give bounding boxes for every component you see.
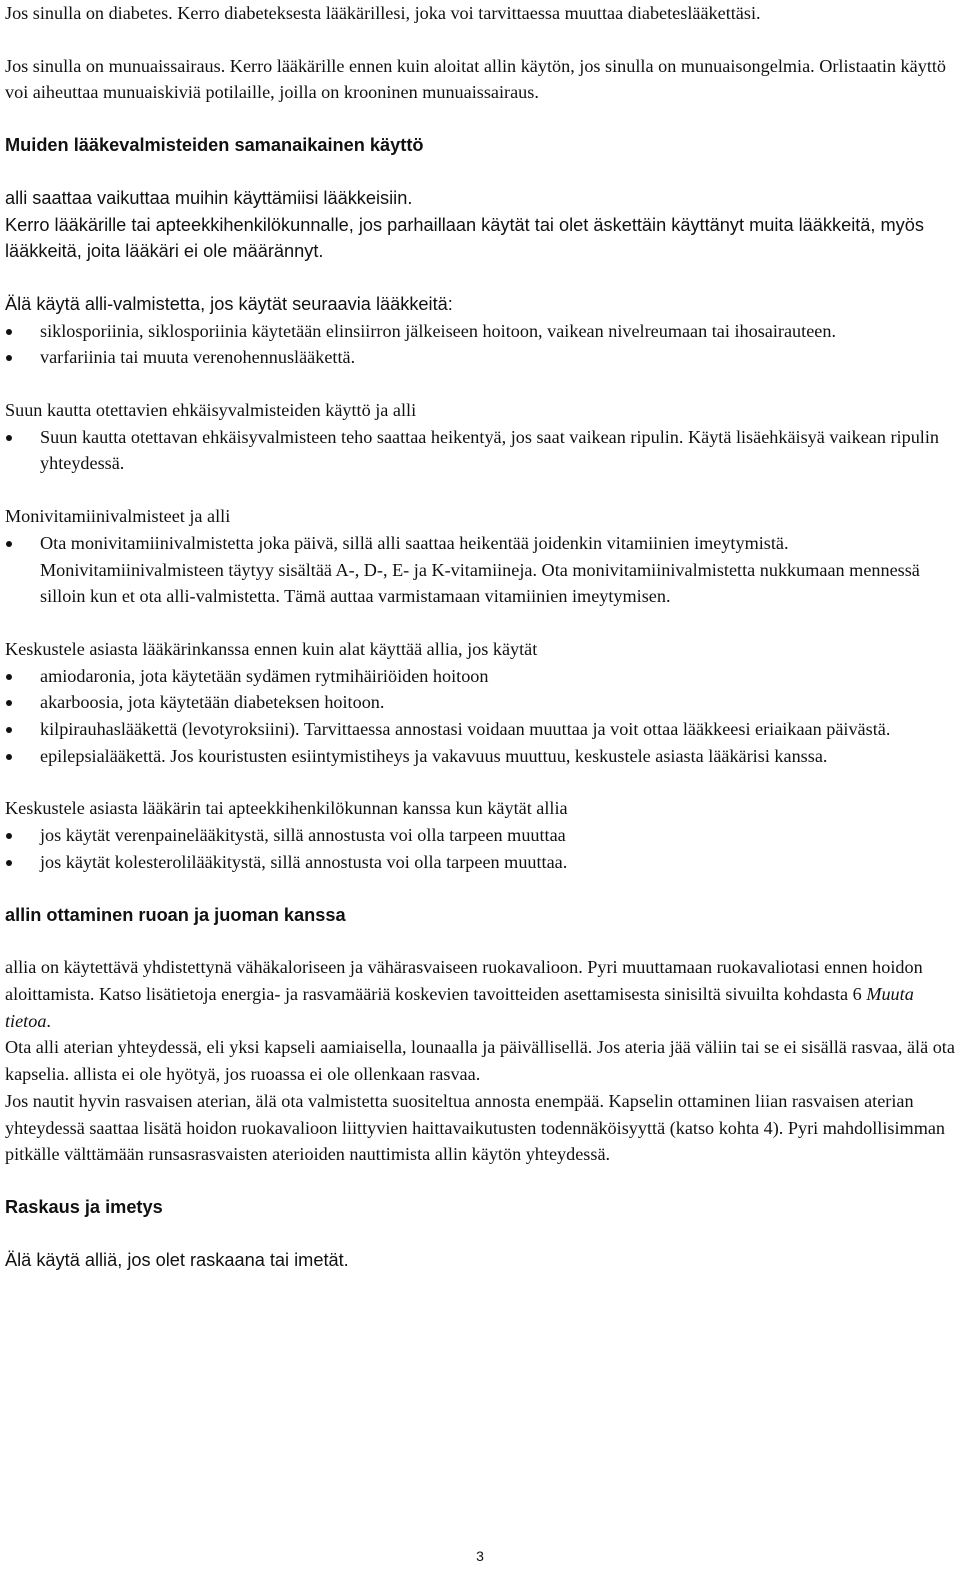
oral-contraceptives-heading: Suun kautta otettavien ehkäisyvalmisteiden käyttö ja alli [5,400,417,421]
multivitamins-list [5,530,955,610]
section-reference: Muuta tietoa [5,983,914,1031]
bullet-icon [6,329,12,335]
bullet-icon [6,833,12,839]
leaflet-content [5,0,955,1273]
bullet-icon [6,860,12,866]
list-item: Ota monivitamiinivalmistetta joka päivä, sillä alli saattaa heikentää joidenkin vitamiinien imeytymistä. Monivitamiinivalmisteen täytyy sisältää A-, D-, E- ja K-vitamiineja. Ota monivitamiinivalmistetta nukkumaan mennessä silloin kun et ota alli-valmistetta. Tämä auttaa varmistamaan vitamiinien imeytymisen. [5,530,955,610]
other-medicines-intro: alli saattaa vaikuttaa muihin käyttämiisi lääkkeisiin. [5,187,413,208]
multivitamins-heading: Monivitamiinivalmisteet ja alli [5,506,231,527]
pregnancy-heading: Raskaus ja imetys [5,1196,163,1217]
oral-contraceptives-list [5,424,955,477]
bullet-icon [6,355,12,361]
discuss-doctor-list [5,663,955,770]
list-item: amiodaronia, jota käytetään sydämen rytmihäiriöiden hoitoon [5,663,955,690]
other-medicines-tell-doctor: Kerro lääkärille tai apteekkihenkilökunnalle, jos parhaillaan käytät tai olet äskettäin käyttänyt muita lääkkeitä, myös lääkkeitä, joita lääkäri ei ole määrännyt. [5,214,924,262]
list-item: Suun kautta otettavan ehkäisyvalmisteen teho saattaa heikentyä, jos saat vaikean ripulin. Käytä lisäehkäisyä vaikean ripulin yhteydessä. [5,424,955,477]
do-not-use-intro: Älä käytä alli-valmistetta, jos käytät seuraavia lääkkeitä: [5,293,453,314]
kidney-paragraph: Jos sinulla on munuaissairaus. Kerro lääkärille ennen kuin aloitat allin käytön, jos sinulla on munuaisongelmia. Orlistaatin käyttö voi aiheuttaa munuaiskiviä potilaille, joilla on krooninen munuaissairaus. [5,55,947,103]
bullet-icon [6,435,12,441]
diabetes-paragraph: Jos sinulla on diabetes. Kerro diabeteksesta lääkärillesi, joka voi tarvittaessa muuttaa diabeteslääkettäsi. [5,3,761,23]
bullet-icon [6,754,12,760]
bullet-icon [6,700,12,706]
food-drink-heading: allin ottaminen ruoan ja juoman kanssa [5,904,346,925]
food-drink-paragraph-2: Ota alli aterian yhteydessä, eli yksi kapseli aamiaisella, lounaalla ja päivällisellä. Jos ateria jää väliin tai se ei sisällä rasvaa, älä ota kapselia. allista ei ole hyötyä, jos ruoassa ei ole ollenkaan rasvaa. [5,1037,955,1085]
food-drink-paragraph-1: allia on käytettävä yhdistettynä vähäkaloriseen ja vähärasvaiseen ruokavalioon. Pyri muuttamaan ruokavaliotasi ennen hoidon aloittamista. Katso lisätietoja energia- ja rasvamääriä koskevien tavoitteiden asettamisesta sinisiltä sivuilta kohdasta 6 Muuta tietoa. [5,957,923,1031]
do-not-use-list [5,318,955,371]
list-item: varfariinia tai muuta verenohennuslääkettä. [5,344,955,371]
discuss-doctor-heading: Keskustele asiasta lääkärinkanssa ennen kuin alat käyttää allia, jos käytät [5,638,538,659]
other-medicines-heading: Muiden lääkevalmisteiden samanaikainen käyttö [5,135,424,156]
list-item: siklosporiinia, siklosporiinia käytetään elinsiirron jälkeiseen hoitoon, vaikean nivelreumaan tai ihosairauteen. [5,318,955,345]
list-item: epilepsialääkettä. Jos kouristusten esiintymistiheys ja vakavuus muuttuu, keskustele asiasta lääkärisi kanssa. [5,743,955,770]
food-drink-paragraph-3: Jos nautit hyvin rasvaisen aterian, älä ota valmistetta suositeltua annosta enempää. Kapselin ottaminen liian rasvaisen aterian yhteydessä saattaa lisätä hoidon ruokavalioon liittyvien haittavaikutusten todennäköisyyttä (katso kohta 4). Pyri mahdollisimman pitkälle välttämään runsasrasvaisten aterioiden nauttimista allin käytön yhteydessä. [5,1090,946,1165]
list-item: kilpirauhaslääkettä (levotyroksiini). Tarvittaessa annostasi voidaan muuttaa ja voit ottaa lääkkeesi eriaikaan päivästä. [5,716,955,743]
list-item: jos käytät kolesterolilääkitystä, sillä annostusta voi olla tarpeen muuttaa. [5,849,955,876]
bullet-icon [6,541,12,547]
discuss-doctor-pharmacist-list [5,822,955,875]
pregnancy-text: Älä käytä alliä, jos olet raskaana tai imetät. [5,1249,349,1270]
page-number: 3 [476,1548,484,1564]
bullet-icon [6,674,12,680]
discuss-doctor-pharmacist-heading: Keskustele asiasta lääkärin tai apteekkihenkilökunnan kanssa kun käytät allia [5,798,568,819]
list-item: jos käytät verenpainelääkitystä, sillä annostusta voi olla tarpeen muuttaa [5,822,955,849]
list-item: akarboosia, jota käytetään diabeteksen hoitoon. [5,689,955,716]
bullet-icon [6,727,12,733]
